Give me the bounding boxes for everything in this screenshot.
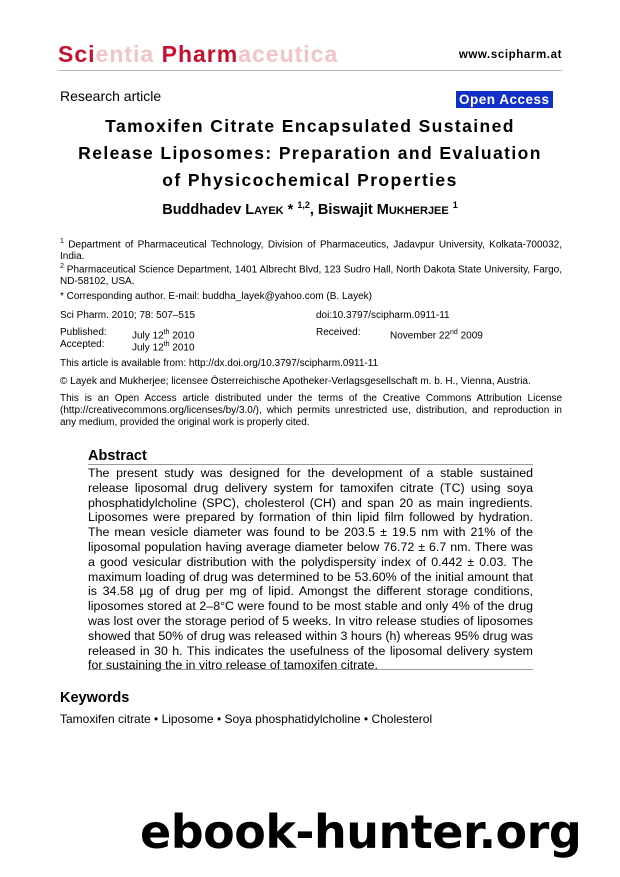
license-statement: This is an Open Access article distributed under the terms of the Creative Commons Attribution License (http://creativecommons.org/licenses/by/3.0/), which permits unrestricted use, distribution, and reproduction in any medium, provided the original work is properly cited. (60, 393, 562, 428)
author-list: Buddhadev LAYEK * $^{1,2}$, Biswajit MUKHERJEE $^1$ (162, 200, 458, 218)
corresponding-author: * Corresponding author. E-mail: buddha_layek@yahoo.com (B. Layek) (60, 291, 372, 302)
affiliation-2: $^2$ Pharmaceutical Science Department, 1401 Albrecht Blvd, 123 Sudro Hall, North Dakota State University, Fargo, ND-58102, USA. (60, 263, 562, 288)
published-label: Published: (60, 327, 107, 338)
article-type: Research article (60, 88, 162, 104)
watermark: ebook-hunter.org (140, 805, 582, 859)
abstract-top-rule (88, 464, 533, 465)
abstract-body: The present study was designed for the development of a stable sustained release liposomal drug delivery system for tamoxifen citrate (TC) using soya phosphatidylcholine (SPC), cholesterol (CH) and span 20 as main ingredients. Liposomes were prepared by formation of thin lipid film followed by hydration. The mean vesicle diameter was found to be 203.5 ± 19.5 nm with 21% of the liposomal population having average diameter below 76.72 ± 6.7 nm. There was a good vesicular distribution with the polydispersity index of 0.442 ± 0.03. The maximum loading of drug was determined to be 53.60% of the initial amount that is 34.58 µg of drug per mg of lipid. Amongst the different storage conditions, liposomes stored at 2–8°C were found to be most stable and only 4% of the drug was lost over the storage period of 5 weeks. In vitro release studies of liposomes showed that 50% of drug was released within 3 hours (h) whereas 95% drug was released in 30 h. This indicates the usefulness of the liposomal delivery system for sustaining the in vitro release of tamoxifen citrate. (88, 466, 533, 673)
accepted-date: July 12th 2010 (132, 341, 195, 354)
accepted-label: Accepted: (60, 339, 105, 350)
paper-title: Tamoxifen Citrate Encapsulated Sustained Release Liposomes: Preparation and Evaluation of Physicochemical Properties (78, 116, 542, 190)
abstract-heading: Abstract (88, 448, 147, 464)
abstract-bottom-rule (88, 669, 533, 670)
open-access-badge: Open Access (456, 91, 553, 108)
journal-header (58, 40, 562, 70)
citation: Sci Pharm. 2010; 78: 507–515 (60, 310, 196, 321)
received-date: November 22nd 2009 (390, 329, 483, 342)
copyright-notice: © Layek and Mukherjee; licensee Österreichische Apotheker-Verlagsgesellschaft m. b. H., Vienna, Austria. (60, 376, 531, 387)
keywords-list: Tamoxifen citrate • Liposome • Soya phosphatidylcholine • Cholesterol (60, 712, 433, 726)
published-date: July 12th 2010 (132, 329, 195, 342)
affiliation-1: $^1$ Department of Pharmaceutical Technology, Division of Pharmaceutics, Jadavpur University, Kolkata-700032, India. (60, 238, 562, 263)
doi[interactable]: doi:10.3797/scipharm.0911-11 (316, 310, 450, 321)
header-divider (58, 70, 562, 71)
journal-logo: Scientia Pharmaceutica (58, 41, 339, 67)
keywords-heading: Keywords (60, 690, 130, 706)
availability-link[interactable]: This article is available from: http://dx.doi.org/10.3797/scipharm.0911-11 (60, 358, 379, 369)
received-label: Received: (316, 327, 361, 338)
website-link[interactable]: www.scipharm.at (458, 49, 562, 61)
